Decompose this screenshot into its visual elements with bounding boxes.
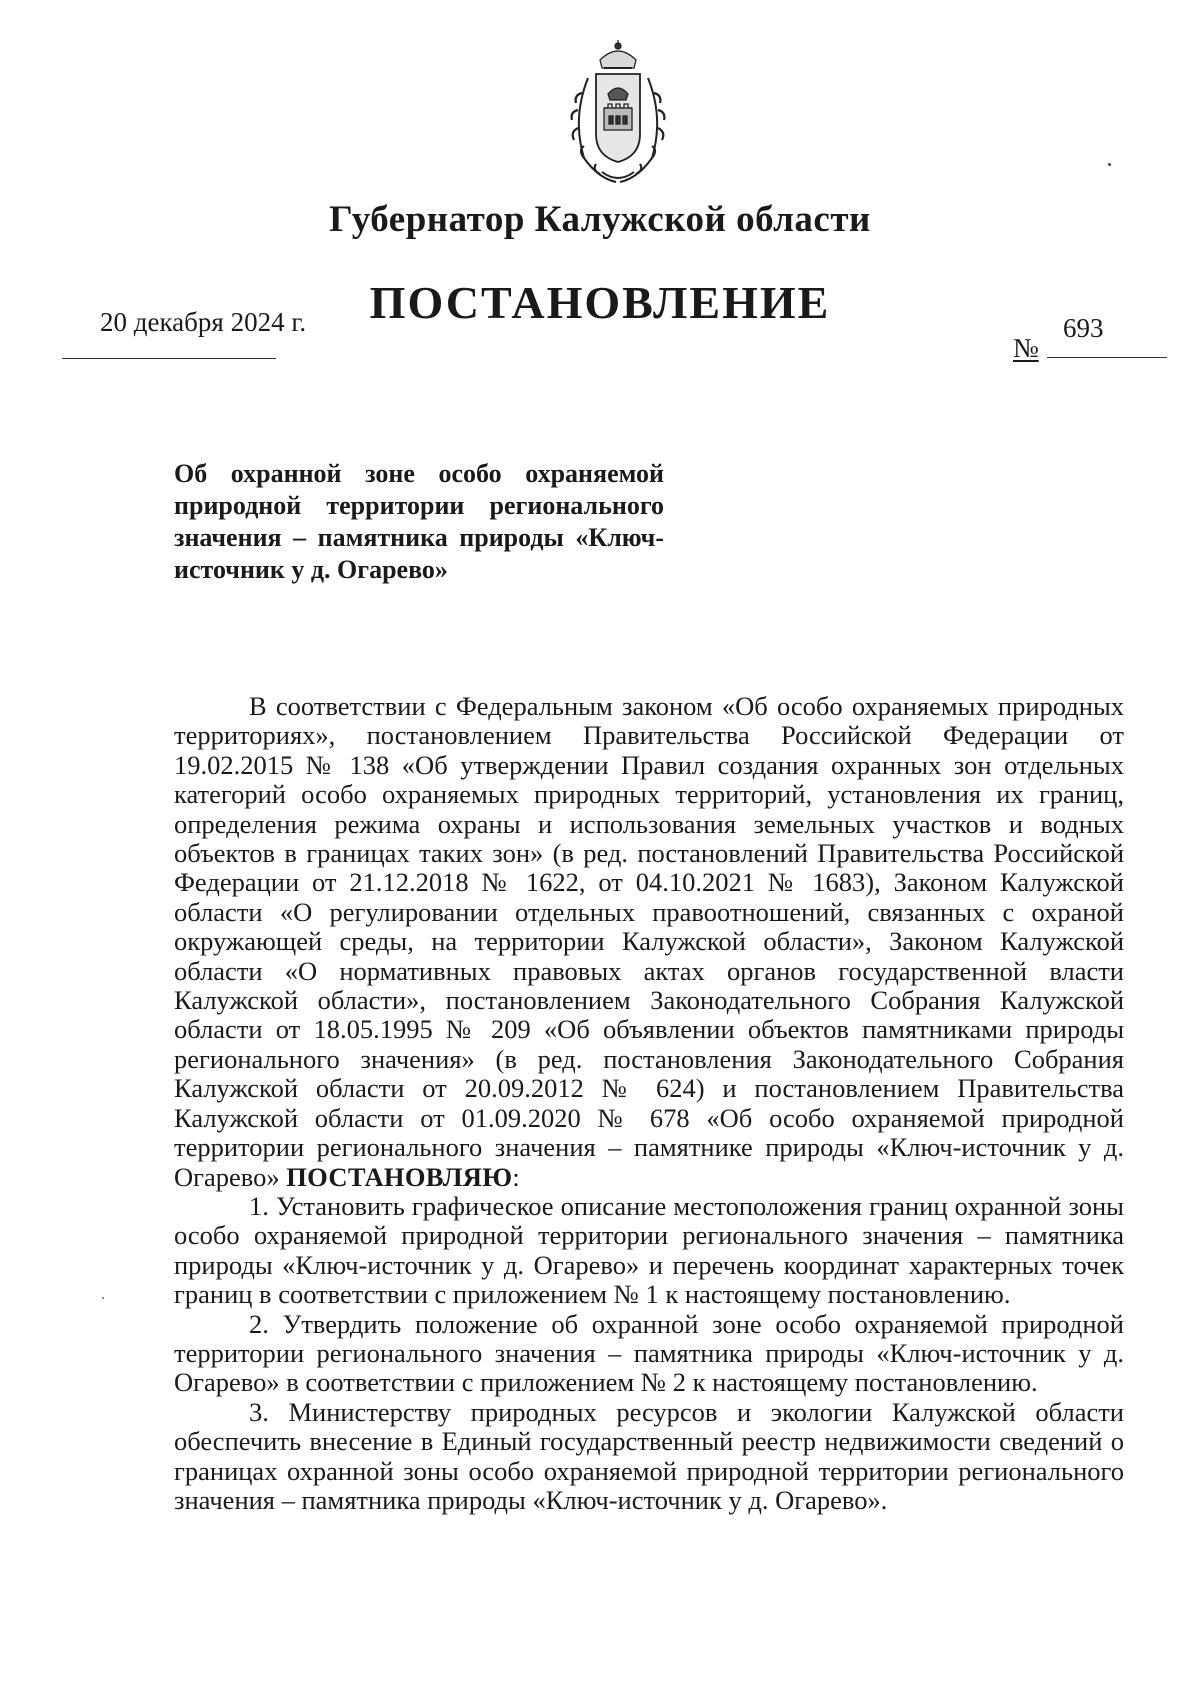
number-underline: [1047, 357, 1167, 358]
scan-speck: [1108, 163, 1111, 166]
document-number: 693: [1063, 313, 1104, 343]
number-sign: №: [1013, 333, 1039, 363]
preamble-text: В соответствии с Федеральным законом «Об особо охраняемых природных территориях», постановлением Правительства Российской Федерации от 19.02.2015 № 138 «Об утверждении Правил создания охранных зон отдельных категорий особо охраняемых природных территорий, установления их границ, определения режима охраны и использования земельных участков и водных объектов в границах таких зон» (в ред. постановлений Правительства Российской Федерации от 21.12.2018 № 1622, от 04.10.2021 № 1683), Законом Калужской области «О регулировании отдельных правоотношений, связанных с охраной окружающей среды, на территории Калужской области», Законом Калужской области «О нормативных правовых актах органов государственной власти Калужской области», постановлением Законодательного Собрания Калужской области от 18.05.1995 № 209 «Об объявлении объектов памятниками природы регионального значения» (в ред. постановления Законодательного Собрания Калужской области от 20.09.2012 № 624) и постановлением Правительства Калужской области от 01.09.2020 № 678 «Об особо охраняемой природной территории регионального значения – памятнике природы «Ключ-источник у д. Огарево»: [174, 691, 1124, 1192]
item-2: 2. Утвердить положение об охранной зоне особо охраняемой природной территории регионального значения – памятника природы «Ключ-источник у д. Огарево» в соответствии с приложением № 2 к настоящему постановлению.: [174, 1308, 1124, 1398]
item-3: 3. Министерству природных ресурсов и экологии Калужской области обеспечить внесение в Единый государственный реестр недвижимости сведений о границах охранной зоны особо охраняемой природной территории регионального значения – памятника природы «Ключ-источник у д. Огарево».: [174, 1396, 1124, 1515]
date-underline: [62, 358, 276, 359]
document-body: [174, 692, 1124, 1515]
item-1: 1. Установить графическое описание местоположения границ охранной зоны особо охраняемой природной территории регионального значения – памятника природы «Ключ-источник у д. Огарево» и перечень координат характерных точек границ в соответствии с приложением № 1 к настоящему постановлению.: [174, 1190, 1124, 1310]
preamble-paragraph: [174, 692, 1124, 1192]
scan-speck: [102, 1297, 104, 1299]
document-type-heading: ПОСТАНОВЛЕНИЕ: [369, 277, 831, 328]
resolve-keyword: ПОСТАНОВЛЯЮ: [286, 1161, 513, 1192]
document-date: 20 декабря 2024 г.: [100, 307, 307, 337]
document-title: Об охранной зоне особо охраняемой природной территории регионального значения – памятника природы «Ключ-источник у д. Огарево»: [174, 459, 664, 584]
issuing-authority: Губернатор Калужской области: [329, 199, 871, 240]
coat-of-arms-emblem: [558, 38, 678, 188]
resolve-colon: :: [512, 1161, 520, 1192]
